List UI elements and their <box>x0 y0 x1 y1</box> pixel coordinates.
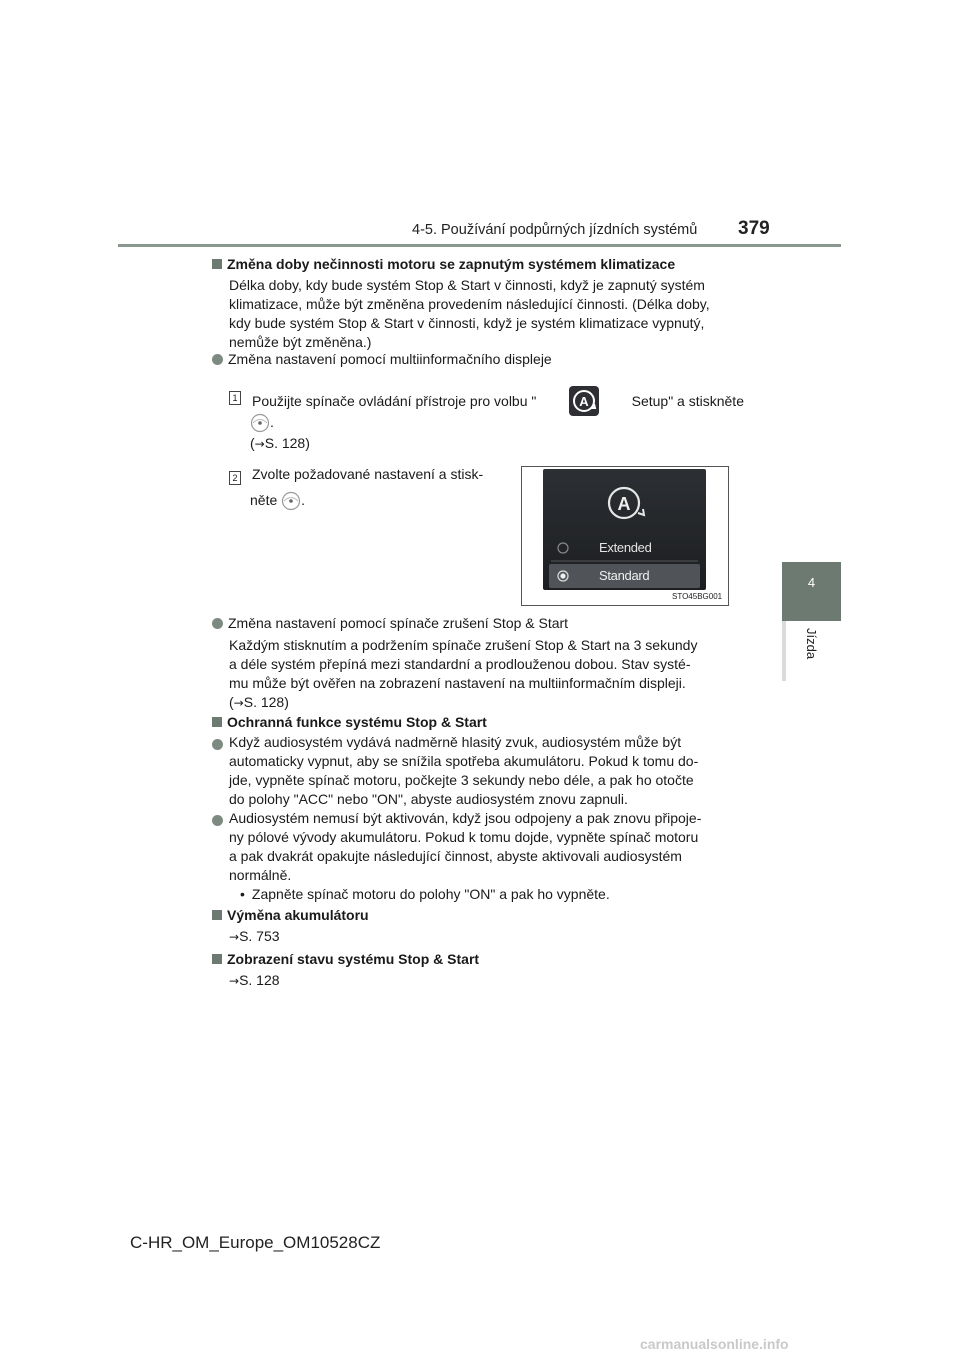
chapter-tab-bar <box>782 621 786 681</box>
square-bullet-icon <box>212 259 222 269</box>
page-reference: →S. 128 <box>229 972 280 988</box>
page-reference: (→S. 128) <box>229 694 289 710</box>
bullet-item: Změna nastavení pomocí multiinformačního displeje <box>212 351 552 367</box>
bullet-item: Změna nastavení pomocí spínače zrušení Stop & Start <box>212 615 568 631</box>
step-text-ok: . <box>250 413 274 433</box>
bullet-body: Každým stisknutím a podržením spínače zrušení Stop & Start na 3 sekundy a déle systém přepíná mezi standardní a prodlouženou dobou. Stav systé- mu může být ověřen na zobrazení nastavení na multiinformačním displeji. (→S. 128) <box>229 636 744 713</box>
section-heading: Ochranná funkce systému Stop & Start <box>212 714 487 730</box>
ok-button-icon <box>250 413 270 433</box>
section-heading: Zobrazení stavu systému Stop & Start <box>212 951 479 967</box>
header-section-title: 4-5. Používání podpůrných jízdních systémů <box>412 222 698 238</box>
section-heading: Změna doby nečinnosti motoru se zapnutým systémem klimatizace <box>212 256 675 272</box>
page-reference: (→S. 128) <box>250 435 310 451</box>
page-number: 379 <box>738 218 770 239</box>
round-bullet-icon <box>212 736 228 754</box>
square-bullet-icon <box>212 717 222 727</box>
bullet-body: Když audiosystém vydává nadměrně hlasitý zvuk, audiosystém může být automaticky vypnut, aby se snížila spotřeba akumulátoru. Pokud k tomu do- jde, vypněte spínač motoru, počkejte 3 sekundy nebo déle, a pak ho otočte do polohy "ACC" nebo "ON", abyste audiosystém znovu zapnuli. <box>229 734 699 807</box>
bullet-body: Audiosystém nemusí být aktivován, když jsou odpojeny a pak znovu připoje- ny pólové vývody akumulátoru. Pokud k tomu dojde, vypněte spínač motoru a pak dvakrát opakujte následující činnost, abyste aktivovali audiosystém normálně. <box>229 810 702 883</box>
round-bullet-icon <box>212 812 228 830</box>
step-number: 1 <box>229 388 241 406</box>
step-text: Použijte spínače ovládání přístroje pro volbu " A Setup" a stiskněte <box>252 386 744 416</box>
sub-bullet-item: • Zapněte spínač motoru do polohy "ON" a pak ho vypněte. <box>240 886 610 902</box>
step-text: Zvolte požadované nastavení a stisk- <box>252 466 484 482</box>
option-extended: Extended <box>599 540 652 555</box>
section-body: Délka doby, kdy bude systém Stop & Start v činnosti, když je zapnutý systém klimatizace, může být změněna provedením následující činnosti. (Délka doby, kdy bude systém Stop & Start v činnosti, když je systém klimatizace vypnutý, nemůže být změněna.) <box>229 277 710 350</box>
step-number: 2 <box>229 468 241 486</box>
header-rule <box>118 244 841 247</box>
svg-text:A: A <box>579 394 589 409</box>
page-reference: →S. 753 <box>229 928 280 944</box>
chapter-label: Jízda <box>804 628 819 660</box>
round-bullet-icon <box>212 354 223 365</box>
square-bullet-icon <box>212 910 222 920</box>
dot-bullet-icon: • <box>240 886 245 902</box>
illustration-code: STO45BG001 <box>672 592 723 601</box>
ok-button-icon <box>281 491 301 511</box>
section-heading: Výměna akumulátoru <box>212 907 369 923</box>
step-text-ok: něte . <box>250 491 305 511</box>
svg-text:A: A <box>617 494 631 514</box>
watermark: carmanualsonline.info <box>640 1336 789 1352</box>
auto-stop-start-icon <box>569 386 599 416</box>
round-bullet-icon <box>212 618 223 629</box>
option-standard: Standard <box>599 568 650 583</box>
document-id: C-HR_OM_Europe_OM10528CZ <box>130 1233 381 1252</box>
chapter-number: 4 <box>807 575 816 590</box>
chapter-tab <box>782 562 841 621</box>
square-bullet-icon <box>212 954 222 964</box>
